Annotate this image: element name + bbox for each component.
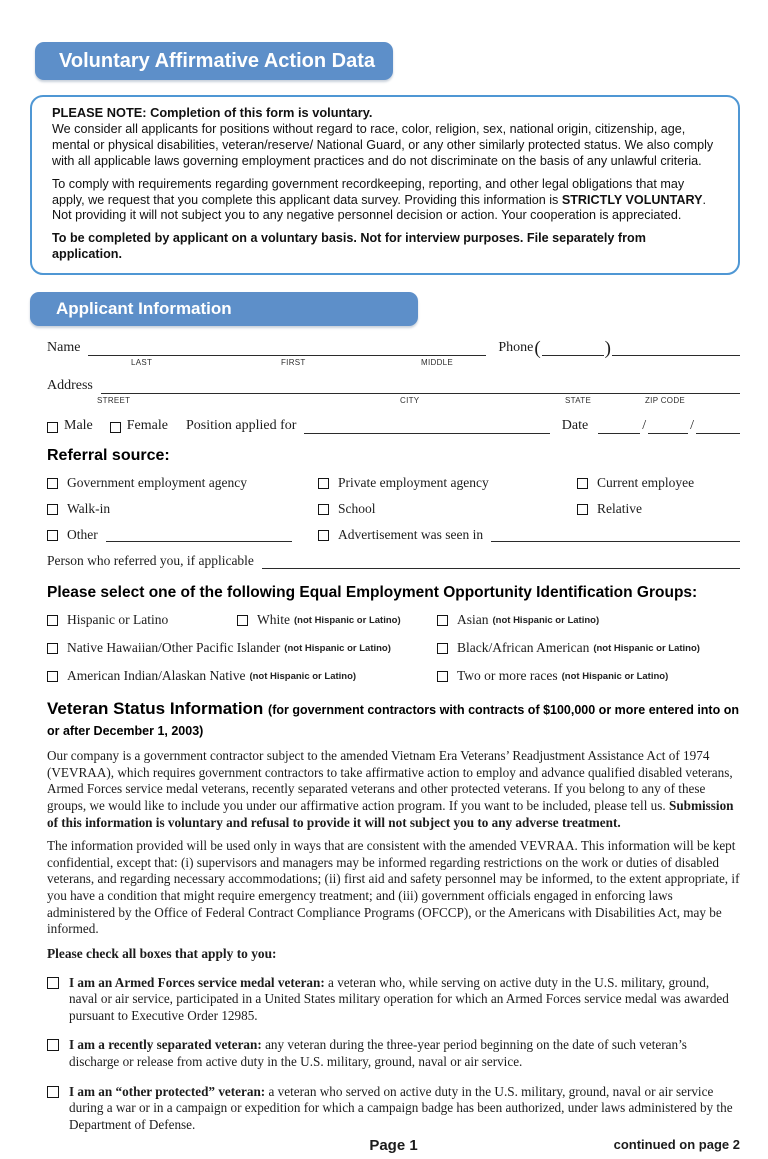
- phone-areacode-line[interactable]: [542, 341, 604, 356]
- applicant-information-section: [47, 340, 740, 1133]
- phone-paren-close: ): [604, 338, 611, 360]
- checkbox[interactable]: [437, 643, 448, 654]
- address-row: [47, 378, 740, 394]
- checkbox[interactable]: [318, 504, 329, 515]
- date-slash-2: /: [690, 418, 694, 434]
- address-sublabel-city: CITY: [400, 396, 420, 406]
- female-label: Female: [126, 418, 168, 434]
- checkbox[interactable]: [237, 615, 248, 626]
- veteran-heading-note: (for government contractors with contracts of $100,000 or more entered into on or after December 1, 2003): [47, 703, 739, 739]
- address-input-line[interactable]: [101, 379, 740, 394]
- checkbox[interactable]: [47, 1086, 59, 1098]
- checkbox[interactable]: [437, 671, 448, 682]
- page-footer: [47, 1137, 740, 1159]
- name-input-line[interactable]: [88, 341, 486, 356]
- veteran-option-other-protected[interactable]: I am an “other protected” veteran: a veteran who served on active duty in the U.S. military, ground, naval or air service during a war or in a campaign or expedition for which a campaign badge has been authorized, under laws administered by the Department of Defense.: [47, 1084, 740, 1134]
- checkbox[interactable]: [47, 1039, 59, 1051]
- eeo-option-american-indian[interactable]: American Indian/Alaskan Native (not Hispanic or Latino): [47, 668, 437, 684]
- referral-option-private[interactable]: Private employment agency: [318, 475, 577, 491]
- referral-option-advertisement[interactable]: Advertisement was seen in: [318, 527, 740, 543]
- phone-paren-open: (: [534, 338, 541, 360]
- veteran-status-heading: Veteran Status Information (for government contractors with contracts of $100,000 or more entered into on or after December 1, 2003): [47, 699, 739, 739]
- female-checkbox[interactable]: [110, 422, 121, 433]
- checkbox[interactable]: [318, 530, 329, 541]
- date-month-line[interactable]: [598, 419, 640, 434]
- date-slash-1: /: [642, 418, 647, 434]
- eeo-option-asian[interactable]: Asian (not Hispanic or Latino): [437, 612, 740, 628]
- veteran-option-armed-forces-medal[interactable]: I am an Armed Forces service medal veteran: a veteran who, while serving on active duty in the U.S. military, ground, naval or air service, participated in a United States military operation for which an Armed Forces service medal was awarded pursuant to Executive Order 12985.: [47, 975, 740, 1025]
- name-sublabel-last: LAST: [131, 358, 153, 368]
- eeo-row-3: [47, 668, 740, 684]
- referral-option-school[interactable]: School: [318, 501, 577, 517]
- checkbox[interactable]: [47, 977, 59, 989]
- note-paragraph-1: We consider all applicants for positions without regard to race, color, religion, sex, national origin, citizenship, age, mental or physical disabilities, veteran/reserve/ National Guard, or any other similarly protected status. We also comply with all applicable laws governing employment practices and do not discriminate on the basis of any unlawful criteria.: [52, 121, 714, 168]
- referral-option-government[interactable]: Government employment agency: [47, 475, 318, 491]
- form-title: Voluntary Affirmative Action Data: [35, 42, 393, 80]
- referral-option-relative[interactable]: Relative: [577, 501, 740, 517]
- date-label: Date: [561, 418, 589, 434]
- checkbox[interactable]: [47, 478, 58, 489]
- referral-row-3: [47, 527, 740, 543]
- address-sublabels: [47, 394, 740, 407]
- note-paragraph-2: To comply with requirements regarding government recordkeeping, reporting, and other legal obligations that may apply, we request that you complete this applicant data survey. Providing this information is STRICTLY VOLUNTARY. Not providing it will not subject you to any negative personnel decision or action. Your cooperation is appreciated.: [52, 176, 706, 223]
- checkbox[interactable]: [47, 504, 58, 515]
- check-all-boxes-heading: Please check all boxes that apply to you:: [47, 945, 277, 961]
- name-sublabel-first: FIRST: [281, 358, 306, 368]
- checkbox[interactable]: [47, 643, 58, 654]
- advertisement-input-line[interactable]: [491, 529, 740, 542]
- page-number: Page 1: [369, 1137, 418, 1155]
- eeo-option-two-or-more[interactable]: Two or more races (not Hispanic or Latino): [437, 668, 740, 684]
- date-day-line[interactable]: [648, 419, 688, 434]
- eeo-row-2: [47, 640, 740, 656]
- referral-option-other[interactable]: Other: [47, 527, 318, 543]
- veteran-option-recently-separated[interactable]: I am a recently separated veteran: any veteran during the three-year period beginning on the date of such veteran’s discharge or release from active duty in the U.S. military, ground, naval or air service.: [47, 1037, 740, 1070]
- please-note-box: [30, 95, 740, 275]
- applicant-information-header: Applicant Information: [30, 292, 418, 326]
- name-phone-row: [47, 338, 740, 360]
- checkbox[interactable]: [318, 478, 329, 489]
- referral-source-heading: Referral source:: [47, 447, 170, 465]
- checkbox[interactable]: [577, 478, 588, 489]
- address-sublabel-street: STREET: [97, 396, 131, 406]
- address-label: Address: [47, 378, 93, 394]
- gender-position-date-row: [47, 418, 740, 434]
- referral-row-1: [47, 475, 740, 491]
- eeo-heading: Please select one of the following Equal Employment Opportunity Identification Groups:: [47, 584, 698, 602]
- referral-option-current-employee[interactable]: Current employee: [577, 475, 740, 491]
- position-input-line[interactable]: [304, 419, 549, 434]
- strictly-voluntary-emphasis: STRICTLY VOLUNTARY: [561, 192, 703, 207]
- checkbox[interactable]: [47, 615, 58, 626]
- eeo-option-white[interactable]: White (not Hispanic or Latino): [237, 612, 437, 628]
- position-applied-label: Position applied for: [185, 418, 297, 434]
- person-referred-row: [47, 553, 740, 569]
- eeo-option-black-african-american[interactable]: Black/African American (not Hispanic or Latino): [437, 640, 740, 656]
- address-sublabel-state: STATE: [565, 396, 592, 406]
- male-checkbox[interactable]: [47, 422, 58, 433]
- veteran-paragraph-1: Our company is a government contractor subject to the amended Vietnam Era Veterans’ Readjustment Assistance Act of 1974 (VEVRAA), which requires government contractors to take affirmative action to employ and advance qualified disabled veterans, Armed Forces service medal veterans, recently separated veterans and other protected veterans. If you belong to any of these groups, we would like to include you under our affirmative action program. If you want to be included, please tell us. Submission of this information is voluntary and refusal to provide it will not subject you to any adverse treatment.: [47, 748, 734, 830]
- eeo-option-native-hawaiian[interactable]: Native Hawaiian/Other Pacific Islander (not Hispanic or Latino): [47, 640, 437, 656]
- name-sublabel-middle: MIDDLE: [421, 358, 454, 368]
- checkbox[interactable]: [437, 615, 448, 626]
- person-referred-input-line[interactable]: [262, 556, 740, 569]
- person-referred-label: Person who referred you, if applicable: [47, 553, 254, 569]
- note-heading: PLEASE NOTE: Completion of this form is voluntary.: [52, 105, 373, 120]
- eeo-option-hispanic[interactable]: Hispanic or Latino: [47, 612, 237, 628]
- address-sublabel-zip: ZIP CODE: [645, 396, 686, 406]
- checkbox[interactable]: [47, 671, 58, 682]
- referral-option-walkin[interactable]: Walk-in: [47, 501, 318, 517]
- male-label: Male: [64, 418, 93, 434]
- checkbox[interactable]: [47, 530, 58, 541]
- phone-label: Phone: [498, 340, 534, 356]
- note-paragraph-3: To be completed by applicant on a voluntary basis. Not for interview purposes. File separately from application.: [52, 231, 646, 262]
- other-input-line[interactable]: [106, 529, 292, 542]
- checkbox[interactable]: [577, 504, 588, 515]
- name-sublabels: [47, 356, 740, 369]
- name-label: Name: [47, 340, 81, 356]
- eeo-row-1: [47, 612, 740, 628]
- veteran-paragraph-2: The information provided will be used only in ways that are consistent with the amended VEVRAA. This information will be kept confidential, except that: (i) supervisors and managers may be informed regarding restrictions on the work or duties of disabled veterans, and regarding necessary accommodations; (ii) first aid and safety personnel may be informed, to the extent appropriate, if you have a condition that might require emergency treatment; and (iii) government officials engaged in enforcing laws administered by the Office of Federal Contract Compliance Programs (OFCCP), or the Americans with Disabilities Act, may be informed.: [47, 838, 740, 937]
- veteran-p1-bold: Submission of this information is voluntary and refusal to provide it will not subject you to any adverse treatment.: [47, 797, 734, 830]
- date-year-line[interactable]: [696, 419, 740, 434]
- referral-row-2: [47, 501, 740, 517]
- phone-input-line[interactable]: [612, 341, 740, 356]
- continued-note: continued on page 2: [613, 1137, 740, 1153]
